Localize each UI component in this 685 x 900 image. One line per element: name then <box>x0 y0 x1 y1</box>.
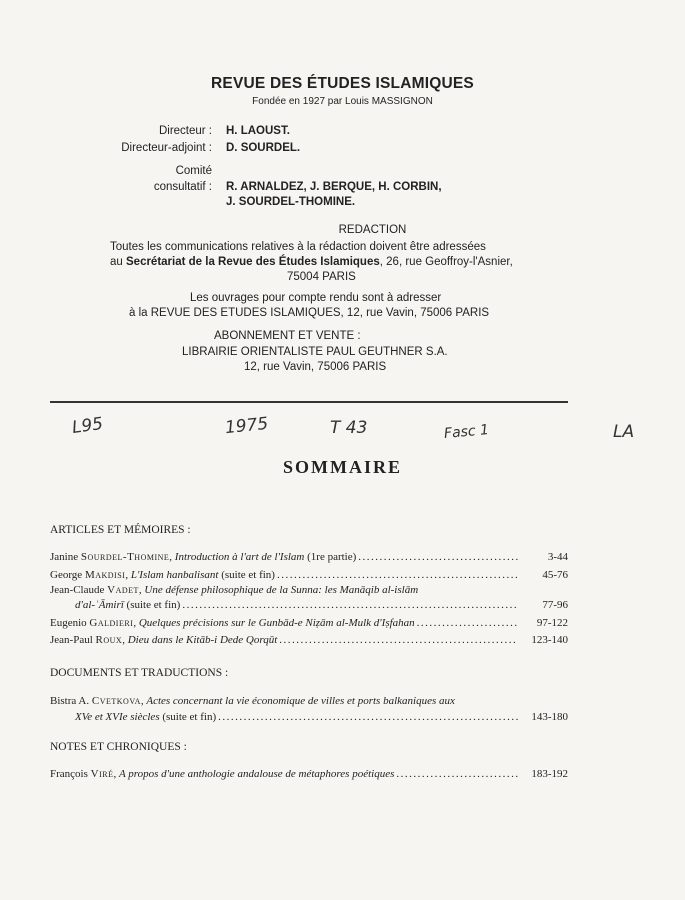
toc-pages: 3-44 <box>547 551 568 563</box>
subscription-heading: ABONNEMENT ET VENTE : <box>214 330 361 342</box>
handwritten-volume: T 43 <box>330 418 368 438</box>
redaction-heading: REDACTION <box>338 224 407 236</box>
horizontal-rule <box>50 401 568 403</box>
committee-label: Comité <box>175 165 212 177</box>
toc-entry: George Makdisi, L'Islam hanbalisant (suite et fin) ..... 45-76 <box>50 569 568 581</box>
handwritten-fascicle: Fasc 1 <box>443 422 490 442</box>
toc-pages: 183-192 <box>531 768 568 780</box>
committee-members-2: J. SOURDEL-THOMINE. <box>226 196 356 208</box>
handwritten-initials: LA <box>613 422 635 442</box>
toc-entry: Eugenio Galdieri, Quelques précisions sur le Gunbād-e Niẓām al-Mulk d'Iṣfahan ..... 97-122 <box>50 617 568 629</box>
section-notes: NOTES ET CHRONIQUES : <box>50 741 187 753</box>
redaction-city: 75004 PARIS <box>287 271 356 283</box>
director-name: H. LAOUST. <box>226 125 290 137</box>
sommaire-heading: SOMMAIRE <box>283 457 402 477</box>
review-line-1: Les ouvrages pour compte rendu sont à adresser <box>190 292 442 304</box>
toc-entry: François Viré, A propos d'une anthologie andalouse de métaphores poétiques ..... 183-192 <box>50 768 568 780</box>
redaction-line-1: Toutes les communications relatives à la rédaction doivent être adressées <box>110 241 486 253</box>
handwritten-call-number: L95 <box>70 413 105 439</box>
journal-title: REVUE DES ÉTUDES ISLAMIQUES <box>211 75 474 92</box>
toc-pages: 143-180 <box>531 711 568 723</box>
toc-entry: Bistra A. Cvetkova, Actes concernant la vie économique de villes et ports balkaniques aux <box>50 695 455 707</box>
committee-members: R. ARNALDEZ, J. BERQUE, H. CORBIN, <box>226 181 442 193</box>
toc-entry-continued: XVe et XVIe siècles (suite et fin) ..... 143-180 <box>75 711 568 723</box>
toc-pages: 77-96 <box>542 599 568 611</box>
toc-pages: 123-140 <box>531 634 568 646</box>
director-label: Directeur : <box>158 125 212 137</box>
subscription-publisher: LIBRAIRIE ORIENTALISTE PAUL GEUTHNER S.A. <box>182 346 448 358</box>
toc-entry-continued: d'al-ʿĀmirī (suite et fin) ..... 77-96 <box>75 599 568 611</box>
committee-label-2: consultatif : <box>153 181 212 193</box>
section-articles: ARTICLES ET MÉMOIRES : <box>50 524 191 536</box>
redaction-line-2: au Secrétariat de la Revue des Études Islamiques, 26, rue Geoffroy-l'Asnier, <box>110 256 513 268</box>
toc-entry: Jean-Paul Roux, Dieu dans le Kitāb-i Dede Qorqūt ..... 123-140 <box>50 634 568 646</box>
toc-pages: 97-122 <box>536 617 568 629</box>
subscription-address: 12, rue Vavin, 75006 PARIS <box>244 361 387 373</box>
toc-pages: 45-76 <box>542 569 568 581</box>
handwritten-year: 1975 <box>224 413 270 439</box>
founded-line: Fondée en 1927 par Louis MASSIGNON <box>252 96 433 107</box>
deputy-label: Directeur-adjoint : <box>121 142 212 154</box>
review-line-2: à la REVUE DES ETUDES ISLAMIQUES, 12, rue Vavin, 75006 PARIS <box>129 307 490 319</box>
secretariat-name: Secrétariat de la Revue des Études Islamiques <box>126 256 380 268</box>
section-documents: DOCUMENTS ET TRADUCTIONS : <box>50 667 229 679</box>
toc-entry: Janine Sourdel-Thomine, Introduction à l'art de l'Islam (1re partie) ..... 3-44 <box>50 551 568 563</box>
deputy-name: D. SOURDEL. <box>226 142 301 154</box>
toc-entry: Jean-Claude Vadet, Une défense philosophique de la Sunna: les Manāqib al-islām <box>50 584 419 596</box>
